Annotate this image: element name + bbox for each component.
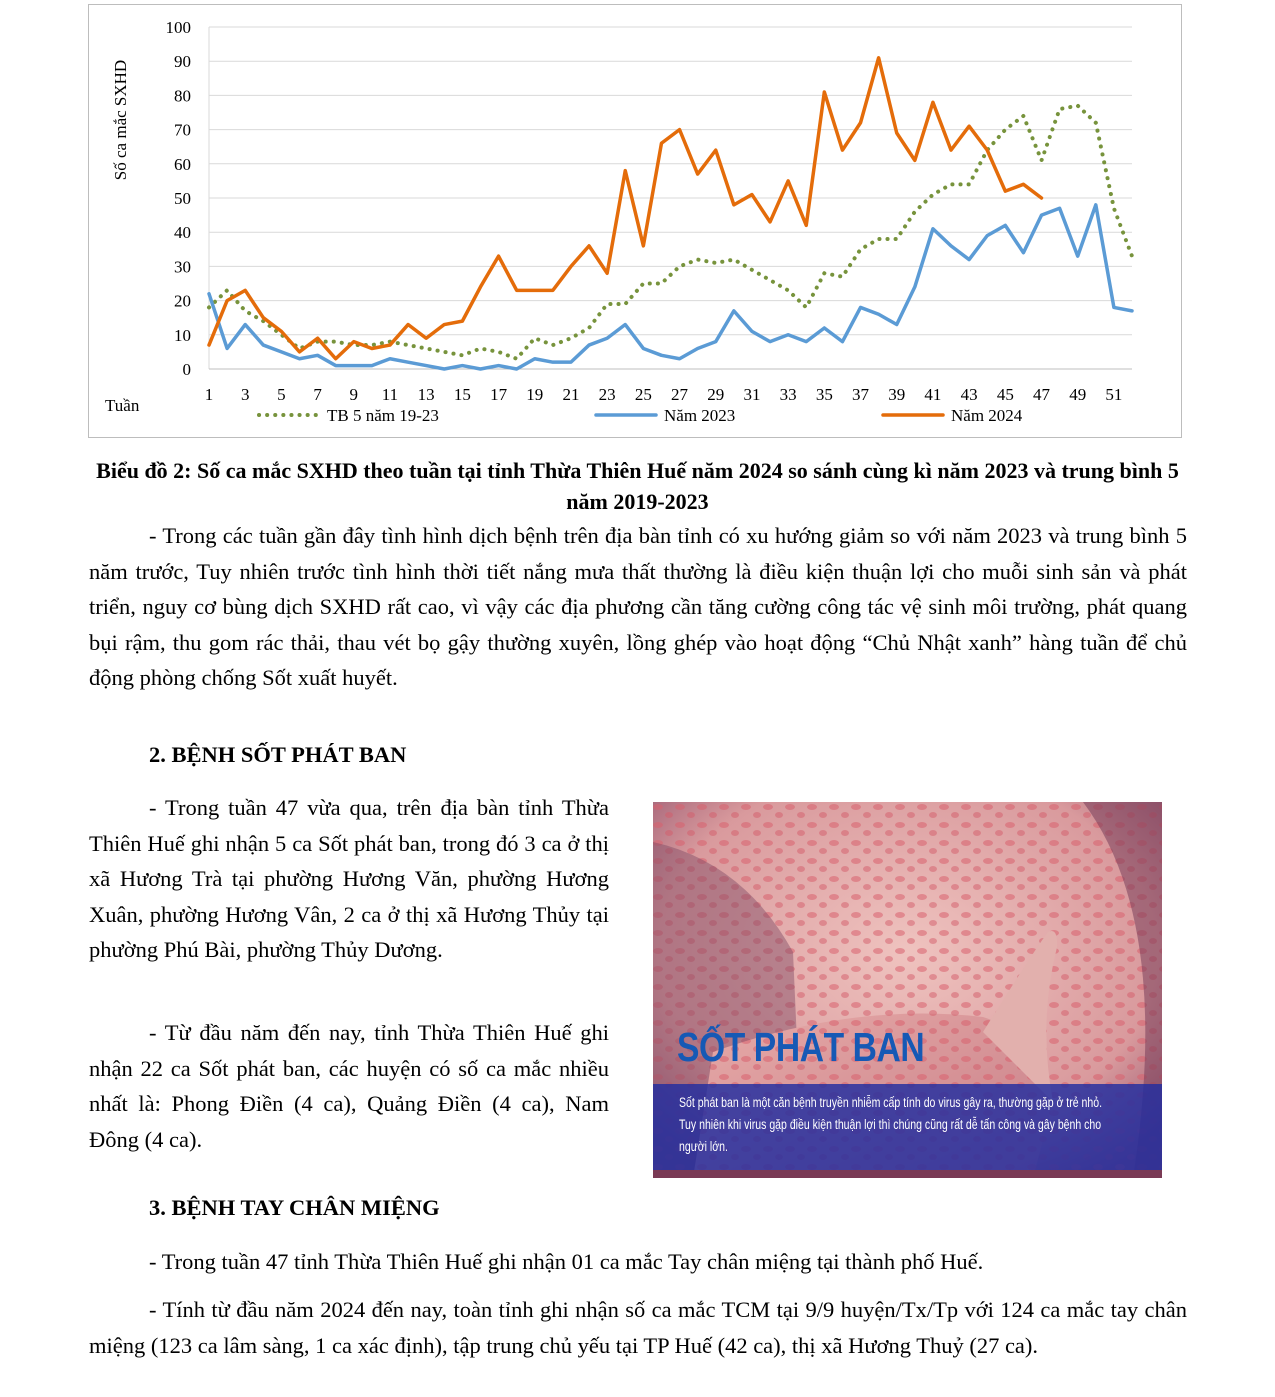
y-tick-label: 10	[174, 325, 191, 345]
y-tick-label: 30	[174, 257, 191, 277]
y-tick-label: 100	[165, 18, 191, 37]
x-tick-label: 9	[349, 385, 359, 404]
legend-label-2: Năm 2024	[951, 406, 1023, 425]
x-tick-label: 15	[453, 385, 471, 404]
x-tick-label: 39	[888, 385, 906, 404]
series-line-2	[209, 58, 1042, 359]
figure-bottom-strip	[653, 1170, 1162, 1178]
legend-label-0: TB 5 năm 19-23	[327, 406, 439, 425]
y-tick-label: 90	[174, 52, 191, 72]
x-tick-label: 17	[490, 385, 508, 404]
x-tick-label: 49	[1069, 385, 1087, 404]
x-tick-label: 35	[815, 385, 833, 404]
chart-frame	[88, 4, 1182, 438]
x-tick-label: 7	[313, 385, 322, 404]
x-axis-title: Tuần	[105, 396, 140, 415]
x-tick-label: 37	[852, 385, 870, 404]
x-tick-label: 5	[277, 385, 286, 404]
chart-caption: Biểu đồ 2: Số ca mắc SXHD theo tuần tại tỉnh Thừa Thiên Huế năm 2024 so sánh cùng kì năm 2023 và trung bình 5 năm 2019-2023	[96, 458, 1179, 514]
hfmd-year-paragraph: - Tính từ đầu năm 2024 đến nay, toàn tỉnh ghi nhận số ca mắc TCM tại 9/9 huyện/Tx/Tp với 124 ca mắc tay chân miệng (123 ca lâm sàng, 1 ca xác định), tập trung chủ yếu tại TP Huế (42 ca), thị xã Hương Thuỷ (27 ca).	[89, 1297, 1187, 1358]
x-tick-label: 13	[417, 385, 435, 404]
y-tick-label: 70	[174, 120, 191, 140]
x-tick-label: 1	[204, 385, 214, 404]
y-tick-label: 60	[174, 154, 191, 174]
figure-banner	[653, 1084, 1162, 1170]
sxhd-weekly-chart	[89, 5, 1181, 437]
y-tick-label: 20	[174, 291, 191, 311]
x-tick-label: 51	[1105, 385, 1123, 404]
x-tick-label: 23	[598, 385, 616, 404]
figure-title: SỐT PHÁT BAN	[677, 1024, 925, 1070]
y-tick-label: 40	[174, 223, 191, 243]
heading-hfmd: 3. BỆNH TAY CHÂN MIỆNG	[149, 1195, 440, 1220]
y-tick-label: 50	[174, 189, 191, 208]
rash-week-paragraph: - Trong tuần 47 vừa qua, trên địa bàn tỉnh Thừa Thiên Huế ghi nhận 5 ca Sốt phát ban, trong đó 3 ca ở thị xã Hương Trà tại phường Hương Văn, phường Hương Xuân, phường Hương Vân, 2 ca ở thị xã Hương Thủy tại phường Phú Bài, phường Thủy Dương.	[89, 795, 609, 962]
x-tick-label: 29	[707, 385, 725, 404]
rash-year-paragraph: - Từ đầu năm đến nay, tỉnh Thừa Thiên Huế ghi nhận 22 ca Sốt phát ban, các huyện có số ca mắc nhiều nhất là: Phong Điền (4 ca), Quảng Điền (4 ca), Nam Đông (4 ca).	[89, 1020, 609, 1152]
x-tick-label: 31	[743, 385, 761, 404]
series-line-1	[209, 205, 1132, 369]
x-tick-label: 25	[634, 385, 652, 404]
hfmd-week-paragraph: - Trong tuần 47 tỉnh Thừa Thiên Huế ghi nhận 01 ca mắc Tay chân miệng tại thành phố Huế.	[149, 1249, 984, 1274]
x-tick-label: 43	[960, 385, 978, 404]
x-tick-label: 11	[381, 385, 399, 404]
y-tick-label: 0	[182, 360, 191, 379]
x-tick-label: 33	[779, 385, 797, 404]
x-tick-label: 47	[1033, 385, 1051, 404]
x-tick-label: 41	[924, 385, 942, 404]
x-tick-label: 27	[671, 385, 689, 404]
x-tick-label: 45	[996, 385, 1014, 404]
x-tick-label: 21	[562, 385, 580, 404]
rash-fever-figure	[653, 802, 1162, 1178]
x-tick-label: 3	[240, 385, 250, 404]
legend-label-1: Năm 2023	[664, 406, 736, 425]
x-tick-label: 19	[526, 385, 544, 404]
dengue-trend-paragraph: - Trong các tuần gần đây tình hình dịch bệnh trên địa bàn tỉnh có xu hướng giảm so với năm 2023 và trung bình 5 năm trước, Tuy nhiên trước tình hình thời tiết nắng mưa thất thường là điều kiện thuận lợi cho muỗi sinh sản và phát triển, nguy cơ bùng dịch SXHD rất cao, vì vậy các địa phương cần tăng cường công tác vệ sinh môi trường, phát quang bụi rậm, thu gom rác thải, thau vét bọ gậy thường xuyên, lồng ghép vào hoạt động “Chủ Nhật xanh” hàng tuần để chủ động phòng chống Sốt xuất huyết.	[89, 523, 1187, 690]
y-axis-title: Số ca mắc SXHD	[111, 59, 130, 181]
figure-note: Sốt phát ban là một căn bệnh truyền nhiễm cấp tính do virus gây ra, thường gặp ở trẻ nhỏ. Tuy nhiên khi virus gặp điều kiện thuận lợi thì chúng cũng rất dễ tấn công và gây bệnh cho người lớn.	[679, 1095, 1103, 1154]
heading-rash-fever: 2. BỆNH SỐT PHÁT BAN	[149, 742, 407, 767]
y-tick-label: 80	[174, 86, 191, 106]
